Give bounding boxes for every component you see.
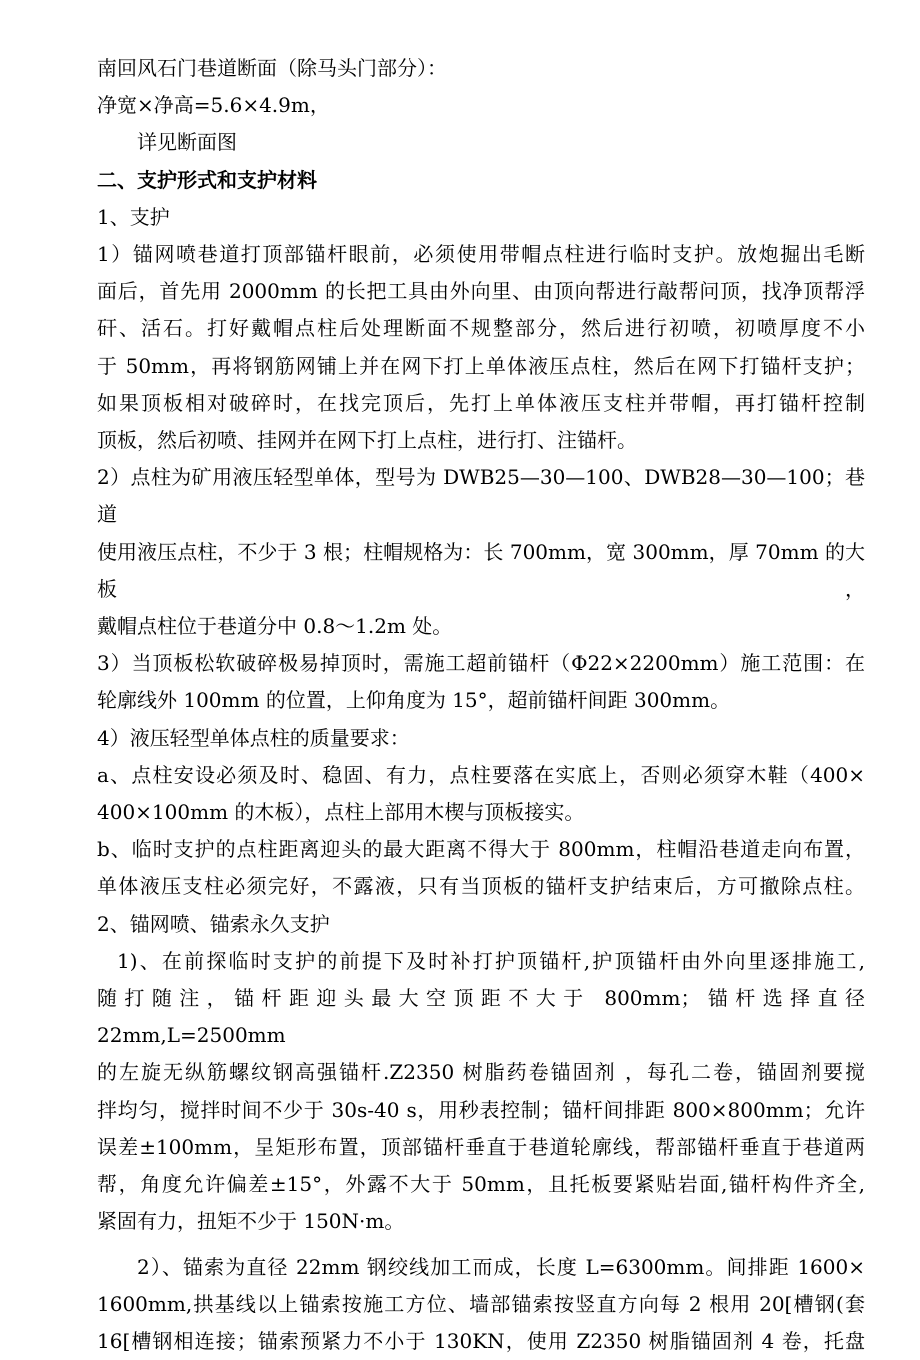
paragraph-2-line-2: 使用液压点柱，不少于 3 根；柱帽规格为：长 700mm，宽 300mm，厚 70mm 的大板，	[97, 539, 865, 601]
paragraph-1-line-4: 于 50mm，再将钢筋网铺上并在网下打上单体液压点柱，然后在网下打锚杆支护；	[97, 353, 865, 378]
item-a-line-2: 400×100mm 的木板），点柱上部用木楔与顶板接实。	[97, 800, 585, 825]
section-dimension-value: 净宽×净高=5.6×4.9m，	[97, 93, 330, 118]
paragraph-1-line-5: 如果顶板相对破碎时，在找完顶后，先打上单体液压支柱并带帽，再打锚杆控制	[97, 390, 865, 415]
paragraph-3-line-1: 3）当顶板松软破碎极易掉顶时，需施工超前锚杆（Φ22×2200mm）施工范围：在	[97, 651, 865, 676]
permanent-1-line-2: 随打随注，锚杆距迎头最大空顶距不大于 800mm；锚杆选择直径 22mm,L=2500mm	[97, 986, 872, 1048]
subheading-permanent-support: 2、锚网喷、锚索永久支护	[97, 911, 330, 936]
heading-support-form: 二、支护形式和支护材料	[97, 167, 317, 192]
paragraph-2-line-1: 2）点柱为矿用液压轻型单体，型号为 DWB25—30—100、DWB28—30—100；巷道	[97, 465, 865, 527]
paragraph-gap	[97, 1241, 865, 1249]
permanent-1-line-4: 拌均匀，搅拌时间不少于 30s-40 s，用秒表控制；锚杆间排距 800×800mm；允许	[97, 1097, 865, 1122]
paragraph-3-line-2: 轮廓线外 100mm 的位置，上仰角度为 15°，超前锚杆间距 300mm。	[97, 688, 731, 713]
see-section-drawing: 详见断面图	[137, 130, 237, 155]
section-dimension-title: 南回风石门巷道断面（除马头门部分）：	[97, 56, 447, 80]
permanent-1-line-6: 帮，角度允许偏差±15°，外露不大于 50mm，且托板要紧贴岩面,锚杆构件齐全,	[97, 1172, 865, 1197]
item-b-line-2: 单体液压支柱必须完好，不露液，只有当顶板的锚杆支护结束后，方可撤除点柱。	[97, 874, 865, 899]
permanent-1-line-3: 的左旋无纵筋螺纹钢高强锚杆.Z2350 树脂药卷锚固剂 ，每孔二卷，锚固剂要搅	[97, 1060, 865, 1085]
permanent-1-line-5: 误差±100mm，呈矩形布置，顶部锚杆垂直于巷道轮廓线，帮部锚杆垂直于巷道两	[97, 1134, 865, 1159]
permanent-2-line-1: 2）、锚索为直径 22mm 钢绞线加工而成，长度 L=6300mm。间排距 1600×	[137, 1254, 865, 1279]
document-page	[97, 50, 872, 1360]
paragraph-2-line-3: 戴帽点柱位于巷道分中 0.8～1.2m 处。	[97, 614, 453, 639]
item-b-line-1: b、临时支护的点柱距离迎头的最大距离不得大于 800mm，柱帽沿巷道走向布置，	[97, 837, 865, 862]
permanent-2-line-3: 16[槽钢相连接；锚索预紧力不小于 130KN，使用 Z2350 树脂锚固剂 4 卷，托盘	[97, 1328, 865, 1353]
subheading-support: 1、支护	[97, 204, 170, 229]
permanent-1-line-7: 紧固有力，扭矩不少于 150N·m。	[97, 1209, 405, 1234]
paragraph-1-line-2: 面后，首先用 2000mm 的长把工具由外向里、由顶向帮进行敲帮问顶，找净顶帮浮	[97, 279, 865, 304]
paragraph-1-line-3: 矸、活石。打好戴帽点柱后处理断面不规整部分，然后进行初喷，初喷厚度不小	[97, 316, 865, 341]
paragraph-1-line-1: 1）锚网喷巷道打顶部锚杆眼前，必须使用带帽点柱进行临时支护。放炮掘出毛断	[97, 242, 865, 267]
item-a-line-1: a、点柱安设必须及时、稳固、有力，点柱要落在实底上，否则必须穿木鞋（400×	[97, 762, 865, 787]
paragraph-1-line-6: 顶板，然后初喷、挂网并在网下打上点柱，进行打、注锚杆。	[97, 428, 637, 453]
permanent-1-line-1: 1)、在前探临时支护的前提下及时补打护顶锚杆,护顶锚杆由外向里逐排施工,	[117, 948, 865, 973]
permanent-2-line-2: 1600mm,拱基线以上锚索按施工方位、墙部锚索按竖直方向每 2 根用 20[槽钢(套	[97, 1291, 865, 1316]
paragraph-4: 4）液压轻型单体点柱的质量要求：	[97, 725, 410, 750]
